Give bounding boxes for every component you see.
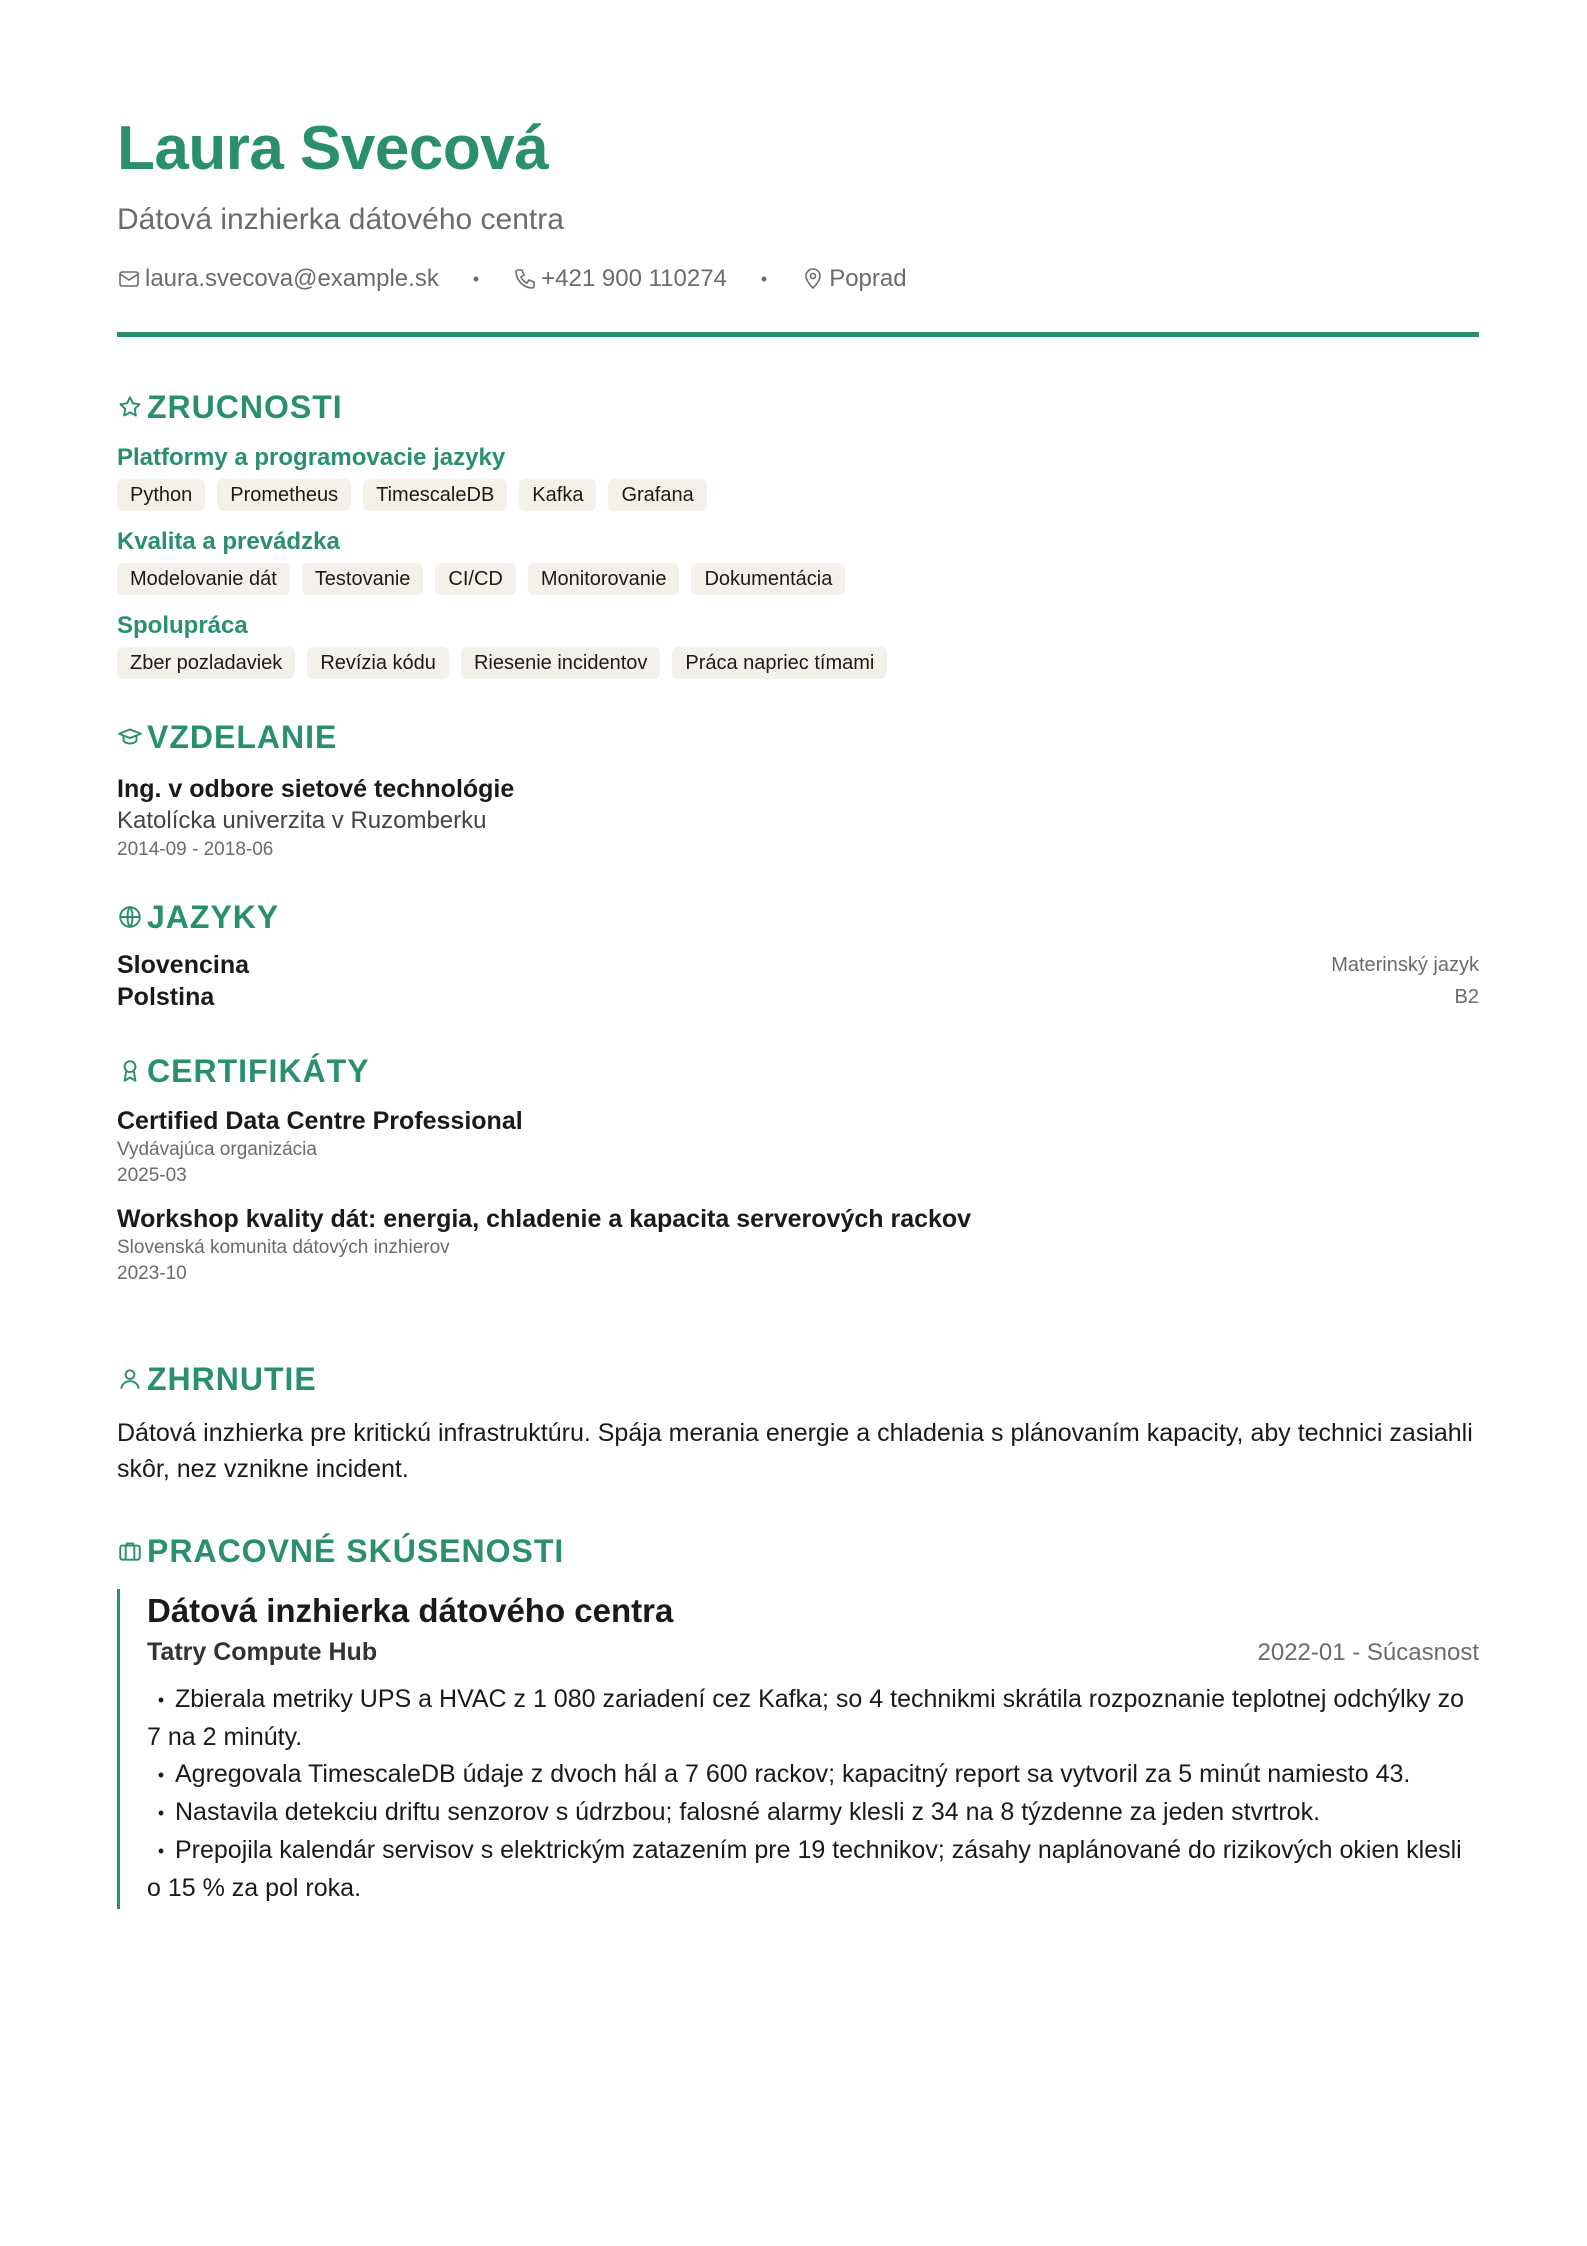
candidate-headline: Dátová inzhierka dátového centra (117, 203, 564, 236)
skills-title: ZRUCNOSTI (147, 389, 343, 425)
job-bullet: • Zbierala metriky UPS a HVAC z 1 080 zariadení cez Kafka; so 4 technikmi skrátila rozpoznanie teplotnej odchýlky zo 7 na 2 minúty. (147, 1681, 1479, 1756)
education-dates: 2014-09 - 2018-06 (117, 839, 274, 860)
experience-title: PRACOVNÉ SKÚSENOSTI (147, 1533, 565, 1569)
summary-title: ZHRNUTIE (147, 1361, 317, 1397)
skill-tag: Dokumentácia (691, 563, 845, 595)
summary-text: Dátová inzhierka pre kritickú infrastruktúru. Spája merania energie a chladenia s plánovaním kapacity, aby technici zasiahli skôr, nez vznikne incident. (117, 1419, 1473, 1483)
languages-title: JAZYKY (147, 899, 280, 935)
contact-row (117, 264, 1479, 294)
languages-section (117, 897, 1479, 1013)
user-icon (117, 1366, 143, 1392)
skill-tag: Práca napriec tímami (672, 647, 887, 679)
section-heading (117, 717, 1479, 757)
skill-group-title: Platformy a programovacie jazyky (117, 444, 506, 471)
skills-section (117, 387, 1479, 679)
skill-tags (117, 647, 1479, 679)
award-icon (117, 1058, 143, 1084)
certificate-date: 2025-03 (117, 1165, 187, 1186)
language-row (117, 981, 1479, 1013)
skill-group (117, 611, 1479, 679)
contact-separator: • (760, 269, 768, 289)
education-title: VZDELANIE (147, 719, 338, 755)
summary-section (117, 1359, 1479, 1487)
skill-group (117, 443, 1479, 511)
language-row (117, 949, 1479, 981)
section-heading (117, 1359, 1479, 1399)
skill-tag: Zber pozladaviek (117, 647, 295, 679)
skill-group-title: Spolupráca (117, 612, 248, 639)
job-meta (147, 1635, 1479, 1669)
skill-tag: Testovanie (302, 563, 424, 595)
certificate-date: 2023-10 (117, 1263, 187, 1284)
certificate-item (117, 1105, 1479, 1189)
skill-group-title: Kvalita a prevádzka (117, 528, 340, 555)
mail-icon (117, 267, 141, 291)
skill-tags (117, 479, 1479, 511)
section-heading (117, 387, 1479, 427)
certificate-issuer: Slovenská komunita dátových inzhierov (117, 1237, 450, 1258)
certificate-name: Workshop kvality dát: energia, chladenie a kapacita serverových rackov (117, 1205, 972, 1233)
certificates-section (117, 1051, 1479, 1287)
star-icon (117, 394, 143, 420)
certificates-title: CERTIFIKÁTY (147, 1053, 370, 1089)
header-divider (117, 332, 1479, 337)
skill-tag: Riesenie incidentov (461, 647, 660, 679)
skill-tag: CI/CD (435, 563, 515, 595)
skill-group (117, 527, 1479, 595)
job-company: Tatry Compute Hub (147, 1638, 378, 1666)
skill-tag: Python (117, 479, 205, 511)
graduation-cap-icon (117, 724, 143, 750)
job-title: Dátová inzhierka dátového centra (147, 1592, 674, 1629)
job-bullets (147, 1681, 1479, 1907)
map-pin-icon (801, 267, 825, 291)
resume-content (117, 108, 1479, 1909)
skill-tag: Monitorovanie (528, 563, 680, 595)
email-text: laura.svecova@example.sk (145, 265, 439, 292)
skill-tag: Modelovanie dát (117, 563, 290, 595)
section-heading (117, 1051, 1479, 1091)
contact-email[interactable] (117, 264, 439, 294)
briefcase-icon (117, 1538, 143, 1564)
job-bullet: • Nastavila detekciu driftu senzorov s údrzbou; falosné alarmy klesli z 34 na 8 týzdenne za jeden stvrtrok. (147, 1794, 1479, 1832)
education-degree: Ing. v odbore sietové technológie (117, 775, 515, 803)
experience-section (117, 1531, 1479, 1909)
skill-tag: TimescaleDB (363, 479, 507, 511)
skill-tags (117, 563, 1479, 595)
job-dates: 2022-01 - Súcasnost (1257, 1639, 1479, 1666)
section-heading (117, 897, 1479, 937)
skill-tag: Prometheus (217, 479, 351, 511)
job-bullet: • Agregovala TimescaleDB údaje z dvoch hál a 7 600 rackov; kapacitný report sa vytvoril za 5 minút namiesto 43. (147, 1756, 1479, 1794)
language-name: Slovencina (117, 951, 249, 979)
certificate-name: Certified Data Centre Professional (117, 1107, 523, 1135)
phone-text: +421 900 110274 (541, 265, 727, 292)
certificate-issuer: Vydávajúca organizácia (117, 1139, 317, 1160)
education-school: Katolícka univerzita v Ruzomberku (117, 807, 487, 834)
language-level: Materinský jazyk (1331, 954, 1479, 976)
skill-tag: Grafana (608, 479, 706, 511)
contact-phone[interactable] (513, 264, 727, 294)
job-bullet: • Prepojila kalendár servisov s elektrickým zatazením pre 19 technikov; zásahy naplánované do rizikových okien klesli o 15 % za pol roka. (147, 1832, 1479, 1907)
skill-tag: Revízia kódu (307, 647, 449, 679)
contact-location (801, 264, 906, 294)
skill-tag: Kafka (519, 479, 596, 511)
phone-icon (513, 267, 537, 291)
candidate-name: Laura Svecová (117, 114, 549, 183)
language-name: Polstina (117, 983, 215, 1011)
job-entry (117, 1589, 1479, 1909)
globe-icon (117, 904, 143, 930)
education-section (117, 717, 1479, 863)
certificate-item (117, 1203, 1479, 1287)
location-text: Poprad (829, 265, 907, 292)
section-heading (117, 1531, 1479, 1571)
contact-separator: • (472, 269, 480, 289)
language-level: B2 (1454, 986, 1479, 1008)
